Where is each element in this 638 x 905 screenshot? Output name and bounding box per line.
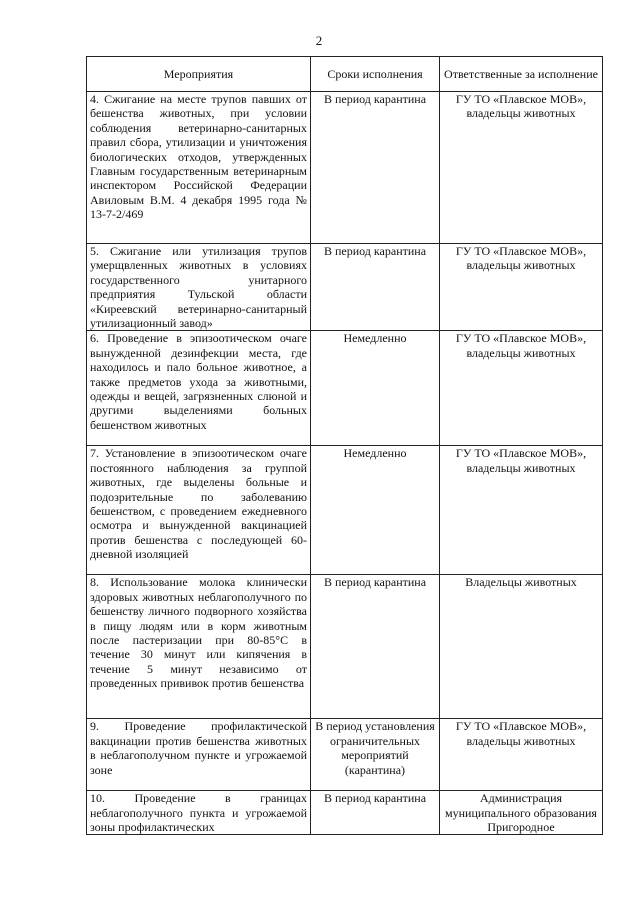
header-deadline: Сроки исполнения xyxy=(311,57,440,92)
table-row xyxy=(87,719,603,791)
event-cell: 5. Сжигание или утилизация трупов умерщвленных животных в условиях государственного унитарного предприятия Тульской области «Киреевский ветеринарно-санитарный утилизационный завод» xyxy=(87,244,311,331)
responsible-cell: ГУ ТО «Плавское МОВ», владельцы животных xyxy=(440,719,603,791)
responsible-cell: ГУ ТО «Плавское МОВ», владельцы животных xyxy=(440,244,603,331)
responsible-cell: ГУ ТО «Плавское МОВ», владельцы животных xyxy=(440,331,603,446)
deadline-cell: Немедленно xyxy=(311,446,440,575)
event-text: 10. Проведение в границах неблагополучного пункта и угрожаемой зоны профилактических xyxy=(90,791,307,835)
table-row xyxy=(87,446,603,575)
table-row xyxy=(87,575,603,719)
header-events: Мероприятия xyxy=(87,57,311,92)
responsible-cell xyxy=(440,791,603,835)
table-row xyxy=(87,244,603,331)
table-row xyxy=(87,791,603,835)
deadline-cell: В период карантина xyxy=(311,575,440,719)
deadline-cell: Немедленно xyxy=(311,331,440,446)
event-cell xyxy=(87,791,311,835)
deadline-cell: В период карантина xyxy=(311,244,440,331)
table-row xyxy=(87,92,603,244)
deadline-cell: В период установления ограничительных мероприятий (карантина) xyxy=(311,719,440,791)
header-responsible: Ответственные за исполнение xyxy=(440,57,603,92)
page-number: 2 xyxy=(315,33,323,48)
responsible-cell: ГУ ТО «Плавское МОВ», владельцы животных xyxy=(440,92,603,244)
event-cell: 4. Сжигание на месте трупов павших от бешенства животных, при условии соблюдения ветеринарно-санитарных правил сбора, утилизации и уничтожения биологических отходов, утвержденных Главным государственным ветеринарным инспектором Российской Федерации Авиловым В.М. 4 декабря 1995 года № 13-7-2/469 xyxy=(87,92,311,244)
responsible-cell: ГУ ТО «Плавское МОВ», владельцы животных xyxy=(440,446,603,575)
event-cell: 6. Проведение в эпизоотическом очаге вынужденной дезинфекции места, где находилось и пало больное животное, а также предметов ухода за животными, одежды и вещей, загрязненных слюной и другими выделениями больных бешенством животных xyxy=(87,331,311,446)
event-cell: 7. Установление в эпизоотическом очаге постоянного наблюдения за группой животных, где выделены больные и подозрительные по заболеванию бешенством, с проведением ежедневного осмотра и вынужденной вакцинацией против бешенства с последующей 60-дневной изоляцией xyxy=(87,446,311,575)
table-row xyxy=(87,331,603,446)
responsible-cell: Владельцы животных xyxy=(440,575,603,719)
deadline-cell: В период карантина xyxy=(311,791,440,835)
responsible-text: Администрация муниципального образования Пригородное xyxy=(445,791,597,835)
event-cell: 8. Использование молока клинически здоровых животных неблагополучного по бешенству личного подворного хозяйства в пищу людям или в корм животным после пастеризации при 80-85°С в течение 30 минут или кипячения в течение 5 минут независимо от проведенных прививок против бешенства xyxy=(87,575,311,719)
event-cell: 9. Проведение профилактической вакцинации против бешенства животных в неблагополучном пункте и угрожаемой зоне xyxy=(87,719,311,791)
table-header-row xyxy=(87,57,603,92)
measures-table xyxy=(86,56,603,835)
deadline-cell: В период карантина xyxy=(311,92,440,244)
